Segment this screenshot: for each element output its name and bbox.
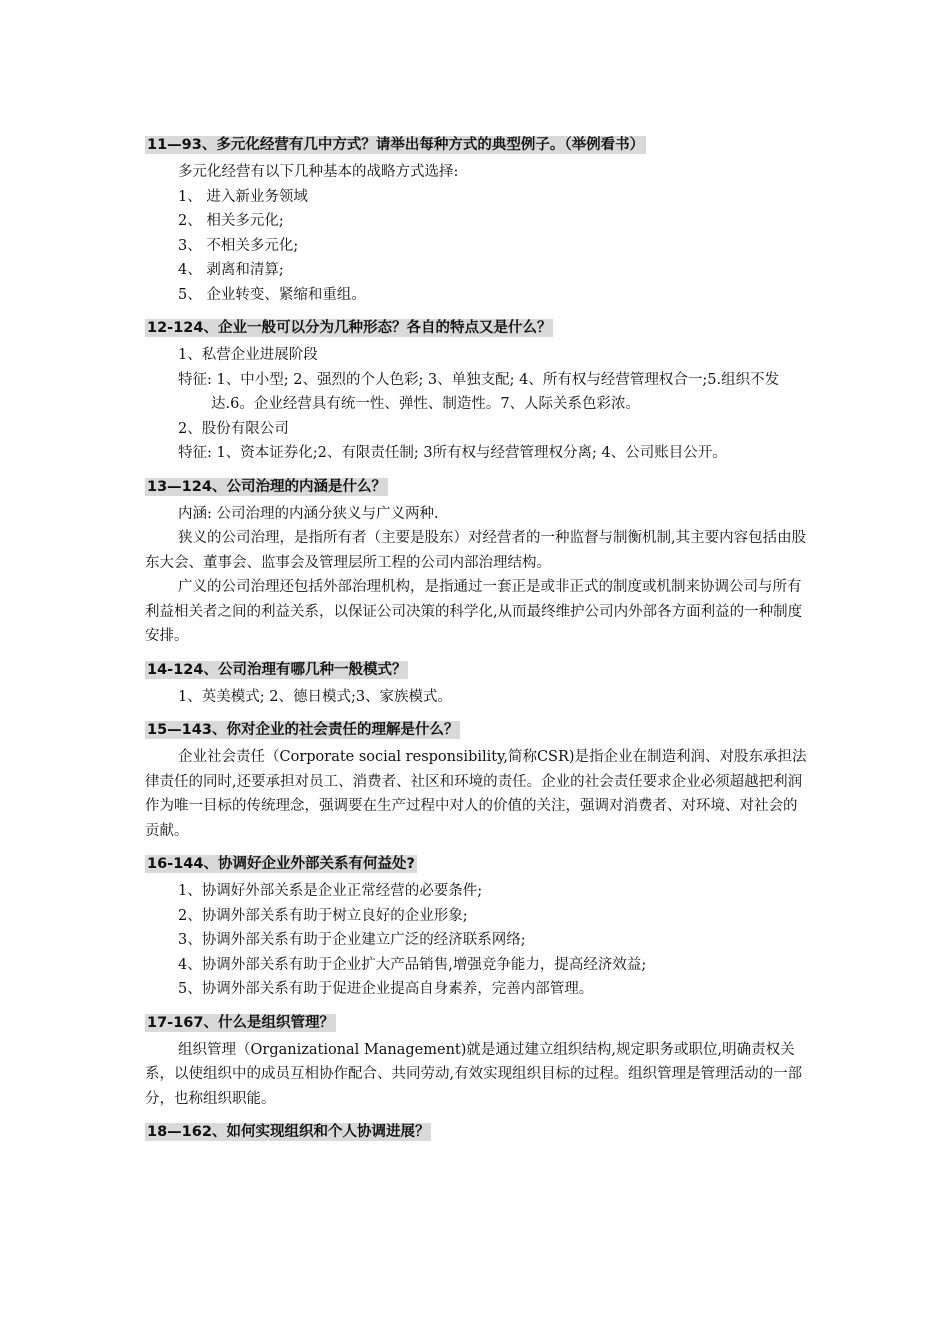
list-item: 3、协调外部关系有助于企业建立广泛的经济联系网络; [178,932,526,948]
paragraph: 内涵: 公司治理的内涵分狭义与广义两种. [178,505,439,522]
document-page [145,124,810,1147]
paragraph: 企业社会责任（Corporate social responsibility,简称CSR)是指企业在制造利润、对股东承担法律责任的同时,还要承担对员工、消费者、社区和环境的责任。企业的社会责任要求企业必须超越把利润作为唯一目标的传统理念，强调要在生产过程中对人的价值的关注，强调对消费者、对环境、对社会的贡献。 [145,749,807,839]
list-item: 1、 进入新业务领域 [178,188,308,205]
paragraph: 特征: 1、中小型; 2、强烈的个人色彩; 3、单独支配; 4、所有权与经营管理权合一;5.组织不发达.6。企业经营具有统一性、弹性、制造性。7、人际关系色彩浓。 [178,371,780,412]
section-q12 [145,317,810,466]
paragraph: 2、股份有限公司 [178,420,289,437]
list-item: 5、协调外部关系有助于促进企业提高自身素养，完善内部管理。 [178,981,594,997]
section-q15 [145,719,810,843]
paragraph: 多元化经营有以下几种基本的战略方式选择: [178,164,459,180]
question-heading: 13—124、公司治理的内涵是什么？ [147,478,386,495]
paragraph: 广义的公司治理还包括外部治理机构，是指通过一套正是或非正式的制度或机制来协调公司与所有利益相关者之间的利益关系，以保证公司决策的科学化,从而最终维护公司内外部各方面利益的一种制度安排。 [145,579,803,644]
list-item: 1、协调好外部关系是企业正常经营的必要条件; [178,883,483,899]
list-item: 4、 剥离和清算; [178,262,284,278]
list-item: 3、 不相关多元化; [178,237,299,254]
paragraph: 1、私营企业进展阶段 [178,347,318,363]
section-q11 [145,134,810,307]
question-heading: 14-124、公司治理有哪几种一般模式？ [147,661,407,678]
list-item: 5、 企业转变、紧缩和重组。 [178,286,366,303]
section-q18 [145,1121,810,1143]
question-heading: 11—93、多元化经营有几中方式？请举出每种方式的典型例子。（举例看书） [147,137,645,153]
section-q16 [145,853,810,1002]
section-q17 [145,1012,810,1112]
question-heading: 16-144、协调好企业外部关系有何益处? [147,856,415,872]
question-heading: 12-124、企业一般可以分为几种形态？各自的特点又是什么？ [147,320,552,336]
question-heading: 15—143、你对企业的社会责任的理解是什么？ [147,722,459,738]
list-item: 2、协调外部关系有助于树立良好的企业形象; [178,907,468,924]
paragraph: 1、英美模式; 2、德日模式;3、家族模式。 [178,688,453,705]
section-q14 [145,659,810,710]
paragraph: 组织管理（Organizational Management)就是通过建立组织结构,规定职务或职位,明确责权关系，以使组织中的成员互相协作配合、共同劳动,有效实现组织目标的过程。组织管理是管理活动的一部分，也称组织职能。 [145,1041,803,1107]
list-item: 4、协调外部关系有助于企业扩大产品销售,增强竞争能力，提高经济效益; [178,956,647,973]
paragraph: 特征: 1、资本证券化;2、有限责任制; 3所有权与经营管理权分离; 4、公司账目公开。 [178,445,727,461]
list-item: 2、 相关多元化; [178,213,284,229]
section-q13 [145,476,810,649]
question-heading: 18—162、如何实现组织和个人协调进展？ [147,1124,430,1140]
question-heading: 17-167、什么是组织管理？ [147,1014,334,1031]
paragraph: 狭义的公司治理，是指所有者（主要是股东）对经营者的一种监督与制衡机制,其主要内容包括由股东大会、董事会、监事会及管理层所工程的公司内部治理结构。 [145,530,807,571]
